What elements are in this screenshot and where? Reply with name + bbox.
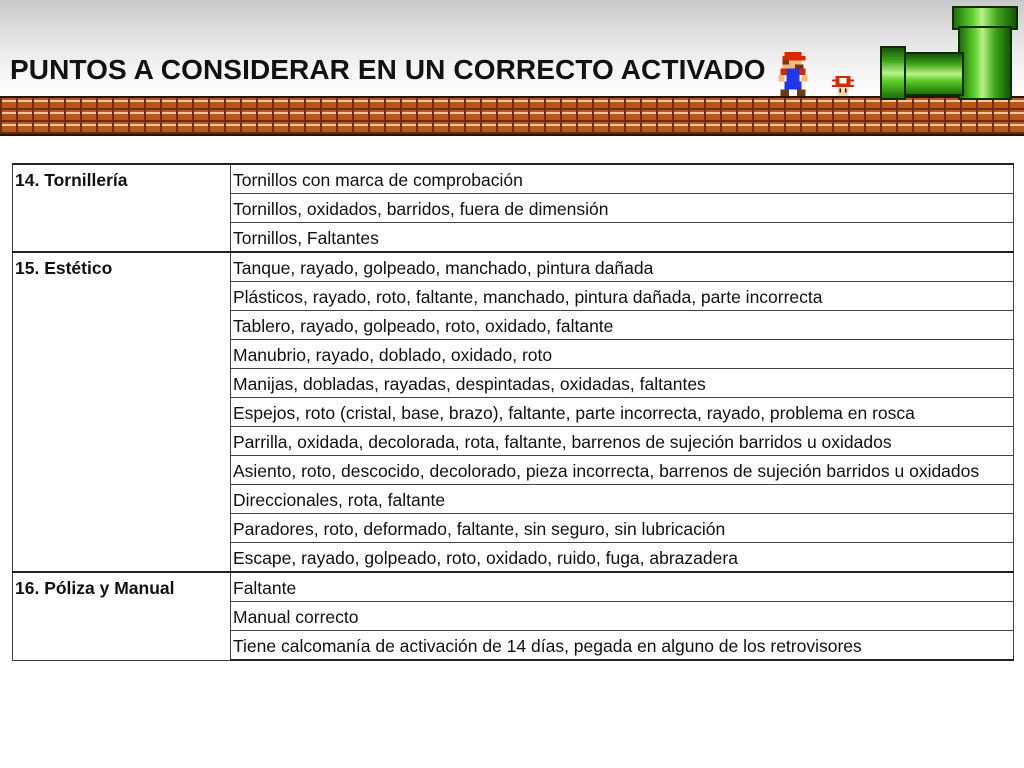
table-row	[13, 252, 1014, 282]
item-cell: Tiene calcomanía de activación de 14 días, pegada en alguno de los retrovisores	[231, 631, 1014, 661]
item-cell: Faltante	[231, 572, 1014, 602]
item-cell: Tablero, rayado, golpeado, roto, oxidado, faltante	[231, 311, 1014, 340]
item-cell: Manijas, dobladas, rayadas, despintadas, oxidadas, faltantes	[231, 369, 1014, 398]
category-cell: 14. Tornillería	[13, 164, 231, 252]
item-cell: Tanque, rayado, golpeado, manchado, pintura dañada	[231, 252, 1014, 282]
item-cell: Paradores, roto, deformado, faltante, sin seguro, sin lubricación	[231, 514, 1014, 543]
green-side-pipe-icon	[902, 52, 964, 96]
category-cell: 15. Estético	[13, 252, 231, 572]
mario-icon	[776, 52, 810, 98]
table-row	[13, 164, 1014, 194]
item-cell: Manubrio, rayado, doblado, oxidado, roto	[231, 340, 1014, 369]
item-cell: Asiento, roto, descocido, decolorado, pieza incorrecta, barrenos de sujeción barridos u oxidados	[231, 456, 1014, 485]
item-cell: Tornillos, oxidados, barridos, fuera de dimensión	[231, 194, 1014, 223]
item-cell: Escape, rayado, golpeado, roto, oxidado, ruido, fuga, abrazadera	[231, 543, 1014, 573]
item-cell: Direccionales, rota, faltante	[231, 485, 1014, 514]
mushroom-icon	[832, 76, 854, 96]
item-cell: Manual correcto	[231, 602, 1014, 631]
item-cell: Parrilla, oxidada, decolorada, rota, faltante, barrenos de sujeción barridos u oxidados	[231, 427, 1014, 456]
green-pipe-icon	[958, 26, 1012, 100]
item-cell: Espejos, roto (cristal, base, brazo), faltante, parte incorrecta, rayado, problema en rosca	[231, 398, 1014, 427]
item-cell: Tornillos, Faltantes	[231, 223, 1014, 253]
page-title: PUNTOS A CONSIDERAR EN UN CORRECTO ACTIVADO	[10, 54, 766, 85]
item-cell: Tornillos con marca de comprobación	[231, 164, 1014, 194]
green-side-pipe-cap-icon	[880, 46, 906, 100]
table-row	[13, 572, 1014, 602]
category-cell: 16. Póliza y Manual	[13, 572, 231, 660]
brick-ground-decoration	[0, 96, 1024, 136]
item-cell: Plásticos, rayado, roto, faltante, manchado, pintura dañada, parte incorrecta	[231, 282, 1014, 311]
checklist-table	[12, 163, 1014, 661]
